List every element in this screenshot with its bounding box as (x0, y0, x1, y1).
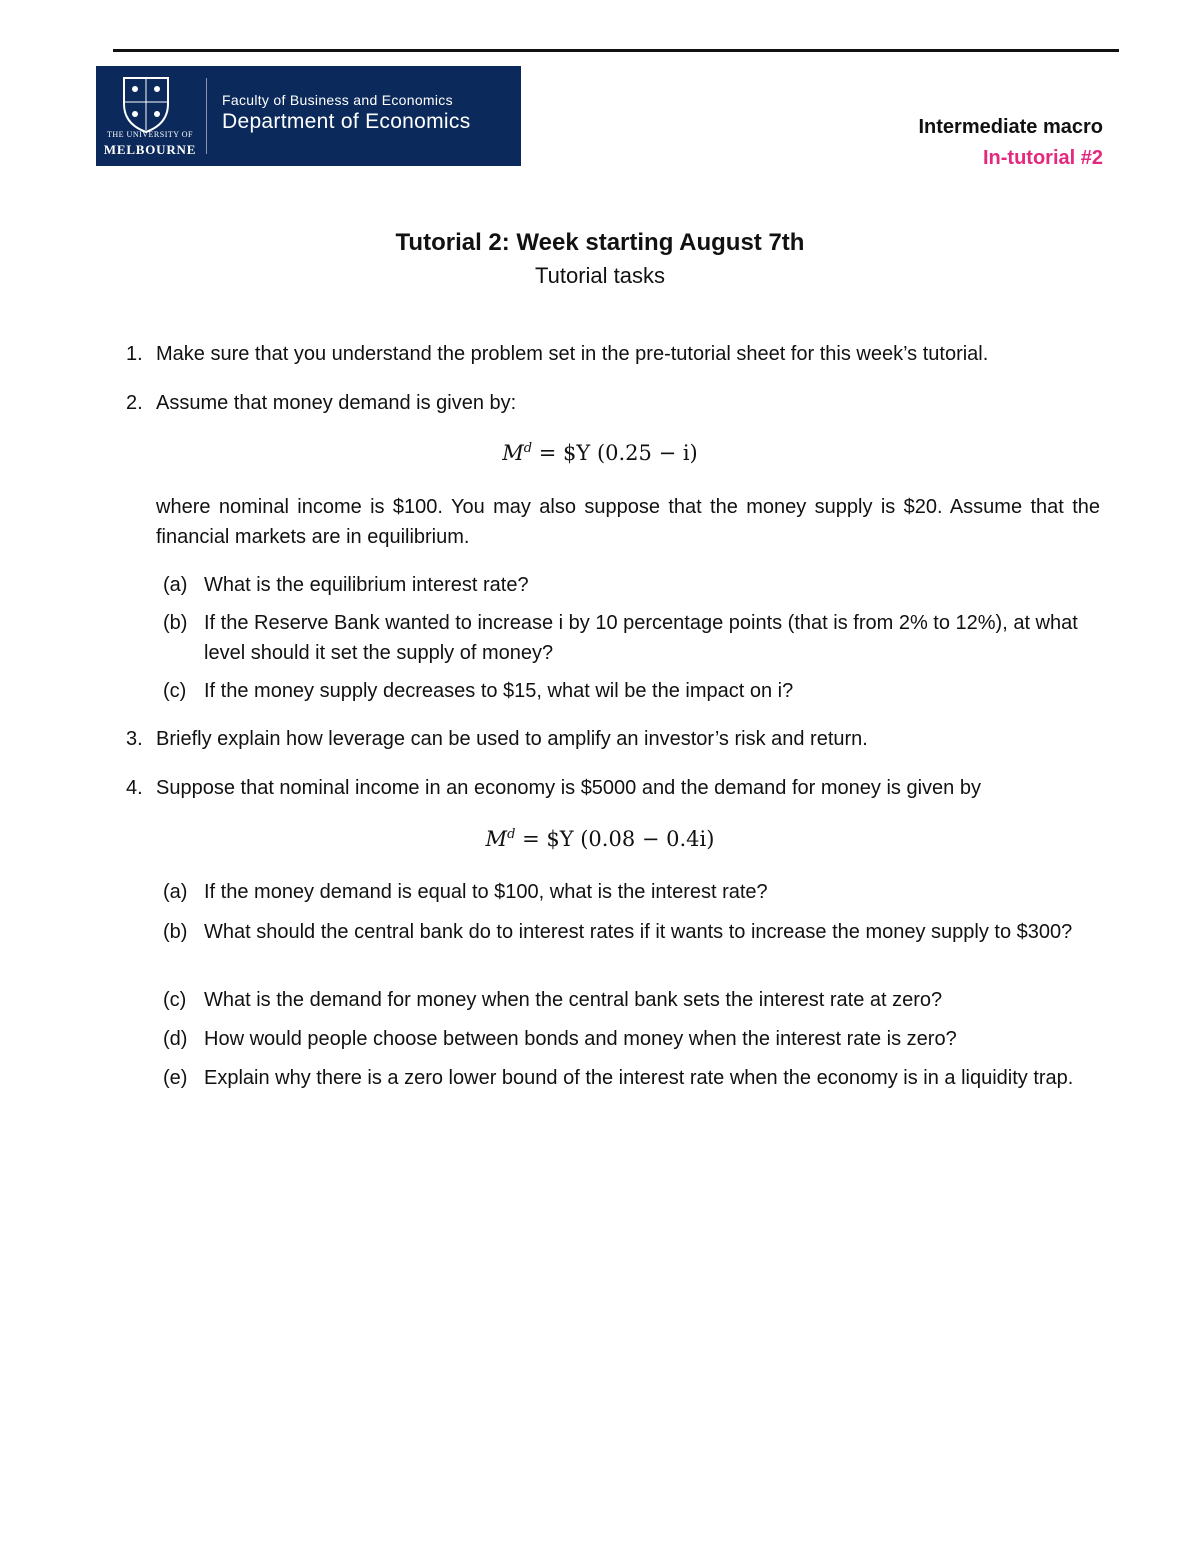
page-subtitle: Tutorial tasks (534, 263, 665, 288)
question-followup-text: where nominal income is $100. You may also suppose that the money supply is $20. Assume that the financial markets are in equilibrium. (156, 496, 1100, 548)
question-1 (0, 339, 1200, 369)
question-2a (0, 570, 1200, 600)
formula-superscript: d (507, 827, 516, 842)
part-text: If the money demand is equal to $100, what is the interest rate? (204, 881, 768, 903)
university-name-line1: THE UNIVERSITY OF (107, 130, 193, 139)
part-text: If the money supply decreases to $15, what wil be the impact on i? (204, 680, 794, 702)
question-4e (0, 1063, 1200, 1123)
formula-rhs: = $Y (0.25 − i) (532, 441, 698, 465)
question-2b (0, 608, 1200, 668)
part-label: (b) (163, 612, 188, 634)
question-4c (0, 985, 1200, 1015)
question-number: 4. (126, 777, 143, 799)
part-text: Explain why there is a zero lower bound of the interest rate when the economy is in a liquidity trap. (204, 1067, 1074, 1089)
part-label: (c) (163, 989, 187, 1011)
course-name: Intermediate macro (918, 116, 1103, 138)
part-label: (c) (163, 680, 187, 702)
department-name: Department of Economics (222, 110, 471, 133)
question-number: 2. (126, 392, 143, 414)
part-label: (e) (163, 1067, 188, 1089)
formula-lhs: M (485, 827, 508, 851)
part-label: (b) (163, 921, 188, 943)
money-demand-formula-1 (0, 441, 1200, 465)
top-rule (113, 49, 1119, 52)
page-title: Tutorial 2: Week starting August 7th (395, 229, 805, 256)
question-2c (0, 676, 1200, 706)
question-4 (0, 773, 1200, 803)
question-4b (0, 917, 1200, 977)
question-2-followup (0, 492, 1200, 554)
university-crest-icon (116, 74, 176, 134)
part-text: How would people choose between bonds and money when the interest rate is zero? (204, 1028, 957, 1050)
question-text: Briefly explain how leverage can be used to amplify an investor’s risk and return. (156, 728, 868, 750)
question-text: Make sure that you understand the problem set in the pre-tutorial sheet for this week’s tutorial. (156, 343, 989, 365)
question-text: Suppose that nominal income in an economy is $5000 and the demand for money is given by (156, 777, 981, 799)
part-label: (a) (163, 881, 188, 903)
part-text: What should the central bank do to interest rates if it wants to increase the money supply to $300? (204, 921, 1073, 943)
department-logo (96, 66, 521, 166)
part-text: What is the demand for money when the central bank sets the interest rate at zero? (204, 989, 943, 1011)
part-text: If the Reserve Bank wanted to increase i by 10 percentage points (that is from 2% to 12%), at what level should it set the supply of money? (204, 612, 1078, 664)
formula-rhs: = $Y (0.08 − 0.4i) (515, 827, 715, 851)
question-3 (0, 724, 1200, 754)
question-4a (0, 877, 1200, 907)
question-number: 1. (126, 343, 143, 365)
part-label: (d) (163, 1028, 188, 1050)
session-label: In-tutorial #2 (982, 147, 1103, 169)
logo-divider (206, 78, 207, 154)
university-name-line2: MELBOURNE (103, 142, 197, 157)
money-demand-formula-2 (0, 827, 1200, 851)
question-2 (0, 388, 1200, 418)
part-text: What is the equilibrium interest rate? (204, 574, 529, 596)
faculty-name: Faculty of Business and Economics (222, 92, 453, 108)
formula-superscript: d (523, 441, 533, 456)
formula-lhs: M (502, 441, 524, 465)
question-text: Assume that money demand is given by: (156, 392, 517, 414)
question-number: 3. (126, 728, 143, 750)
part-label: (a) (163, 574, 188, 596)
question-4d (0, 1024, 1200, 1054)
